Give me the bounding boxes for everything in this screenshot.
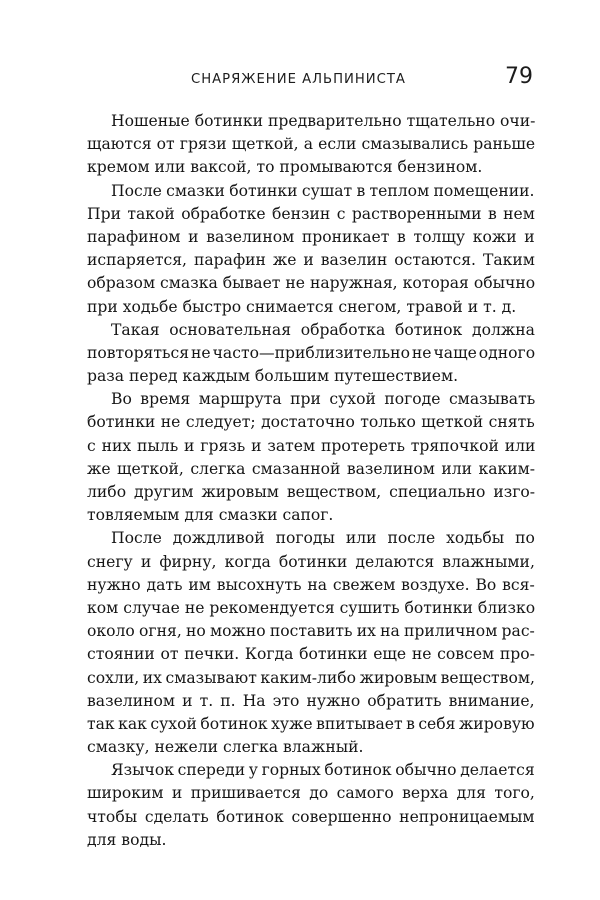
line-text: Ношеные ботинки предварительно тщательно очи- — [111, 112, 535, 130]
text-line — [87, 180, 535, 203]
text-line — [87, 249, 535, 272]
line-text: с них пыль и грязь и затем протереть тряпочкой или — [87, 436, 535, 455]
text-line — [87, 156, 535, 179]
line-text: испаряется, парафин же и вазелин остаются. Таким — [87, 251, 535, 270]
running-title: СНАРЯЖЕНИЕ АЛЬПИНИСТА — [191, 72, 406, 87]
line-text: При такой обработке бензин с растворенными в нем — [87, 204, 535, 223]
text-line — [87, 203, 535, 226]
line-text: стоянии от печки. Когда ботинки еще не совсем про- — [87, 645, 535, 664]
line-text: щаются от грязи щеткой, а если смазывались раньше — [87, 135, 535, 154]
text-line — [87, 759, 535, 782]
line-text: Такая основательная обработка ботинок должна — [111, 320, 535, 339]
line-text: сохли, их смазывают каким-либо жировым веществом, — [87, 668, 535, 687]
line-text: так как сухой ботинок хуже впитывает в себя жировую — [87, 714, 535, 733]
line-text: ботинки не следует; достаточно только щеткой снять — [87, 413, 535, 432]
line-text: либо другим жировым веществом, специально изго- — [87, 483, 535, 501]
line-text: После дождливой погоды или после ходьбы по — [111, 529, 535, 548]
book-page — [87, 64, 535, 864]
line-text: ком случае не рекомендуется сушить ботинки близко — [87, 598, 535, 617]
text-line — [87, 319, 535, 342]
line-text: повторяться не часто—приблизительно не чаще одного — [87, 343, 535, 362]
line-text: образом смазка бывает не наружная, которая обычно — [87, 274, 535, 293]
line-text: около огня, но можно поставить их на приличном рас- — [87, 622, 535, 641]
line-text: Язычок спереди у горных ботинок обычно делается — [111, 761, 535, 780]
line-text: парафином и вазелином проникает в толщу кожи и — [87, 227, 535, 246]
text-line — [87, 574, 535, 597]
text-line — [87, 782, 535, 805]
paragraph — [87, 319, 535, 389]
line-text: снегу и фирну, когда ботинки делаются влажными, — [87, 552, 535, 571]
text-line — [87, 458, 535, 481]
text-line — [87, 667, 535, 690]
text-line — [87, 272, 535, 295]
text-line — [87, 296, 535, 319]
text-line — [87, 829, 535, 852]
line-text: чтобы сделать ботинок совершенно непроницаемым — [87, 807, 535, 826]
paragraph — [87, 180, 535, 319]
text-line — [87, 411, 535, 434]
text-line — [87, 342, 535, 365]
text-line — [87, 527, 535, 550]
text-line — [87, 597, 535, 620]
running-head — [87, 64, 535, 94]
paragraph — [87, 527, 535, 759]
text-line — [87, 806, 535, 829]
text-line — [87, 736, 535, 759]
line-text: товляемым для смазки сапог. — [87, 506, 334, 525]
text-line — [87, 504, 535, 527]
paragraph — [87, 759, 535, 852]
line-text: для воды. — [87, 830, 167, 849]
text-line — [87, 551, 535, 574]
text-line — [87, 643, 535, 666]
text-line — [87, 435, 535, 458]
line-text: смазку, нежели слегка влажный. — [87, 738, 364, 757]
line-text: же щеткой, слегка смазанной вазелином или каким- — [87, 459, 535, 478]
paragraph — [87, 110, 535, 180]
text-line — [87, 365, 535, 388]
line-text: вазелином и т. п. На это нужно обратить внимание, — [87, 691, 535, 710]
text-line — [87, 481, 535, 504]
line-text: широким и пришивается до самого верха для того, — [87, 784, 535, 803]
line-text: Во время маршрута при сухой погоде смазывать — [111, 390, 535, 409]
text-line — [87, 620, 535, 643]
text-line — [87, 110, 535, 133]
text-line — [87, 690, 535, 713]
text-line — [87, 226, 535, 249]
text-line — [87, 713, 535, 736]
page-number: 79 — [505, 64, 533, 89]
line-text: После смазки ботинки сушат в теплом помещении. — [111, 181, 535, 200]
line-text: раза перед каждым большим путешествием. — [87, 367, 459, 386]
line-text: кремом или ваксой, то промываются бензином. — [87, 158, 483, 177]
paragraph — [87, 388, 535, 527]
text-line — [87, 388, 535, 411]
text-line — [87, 133, 535, 156]
line-text: нужно дать им высохнуть на свежем воздухе. Во вся- — [87, 575, 535, 594]
line-text: при ходьбе быстро снимается снегом, травой и т. д. — [87, 297, 517, 316]
body-text — [87, 110, 535, 852]
